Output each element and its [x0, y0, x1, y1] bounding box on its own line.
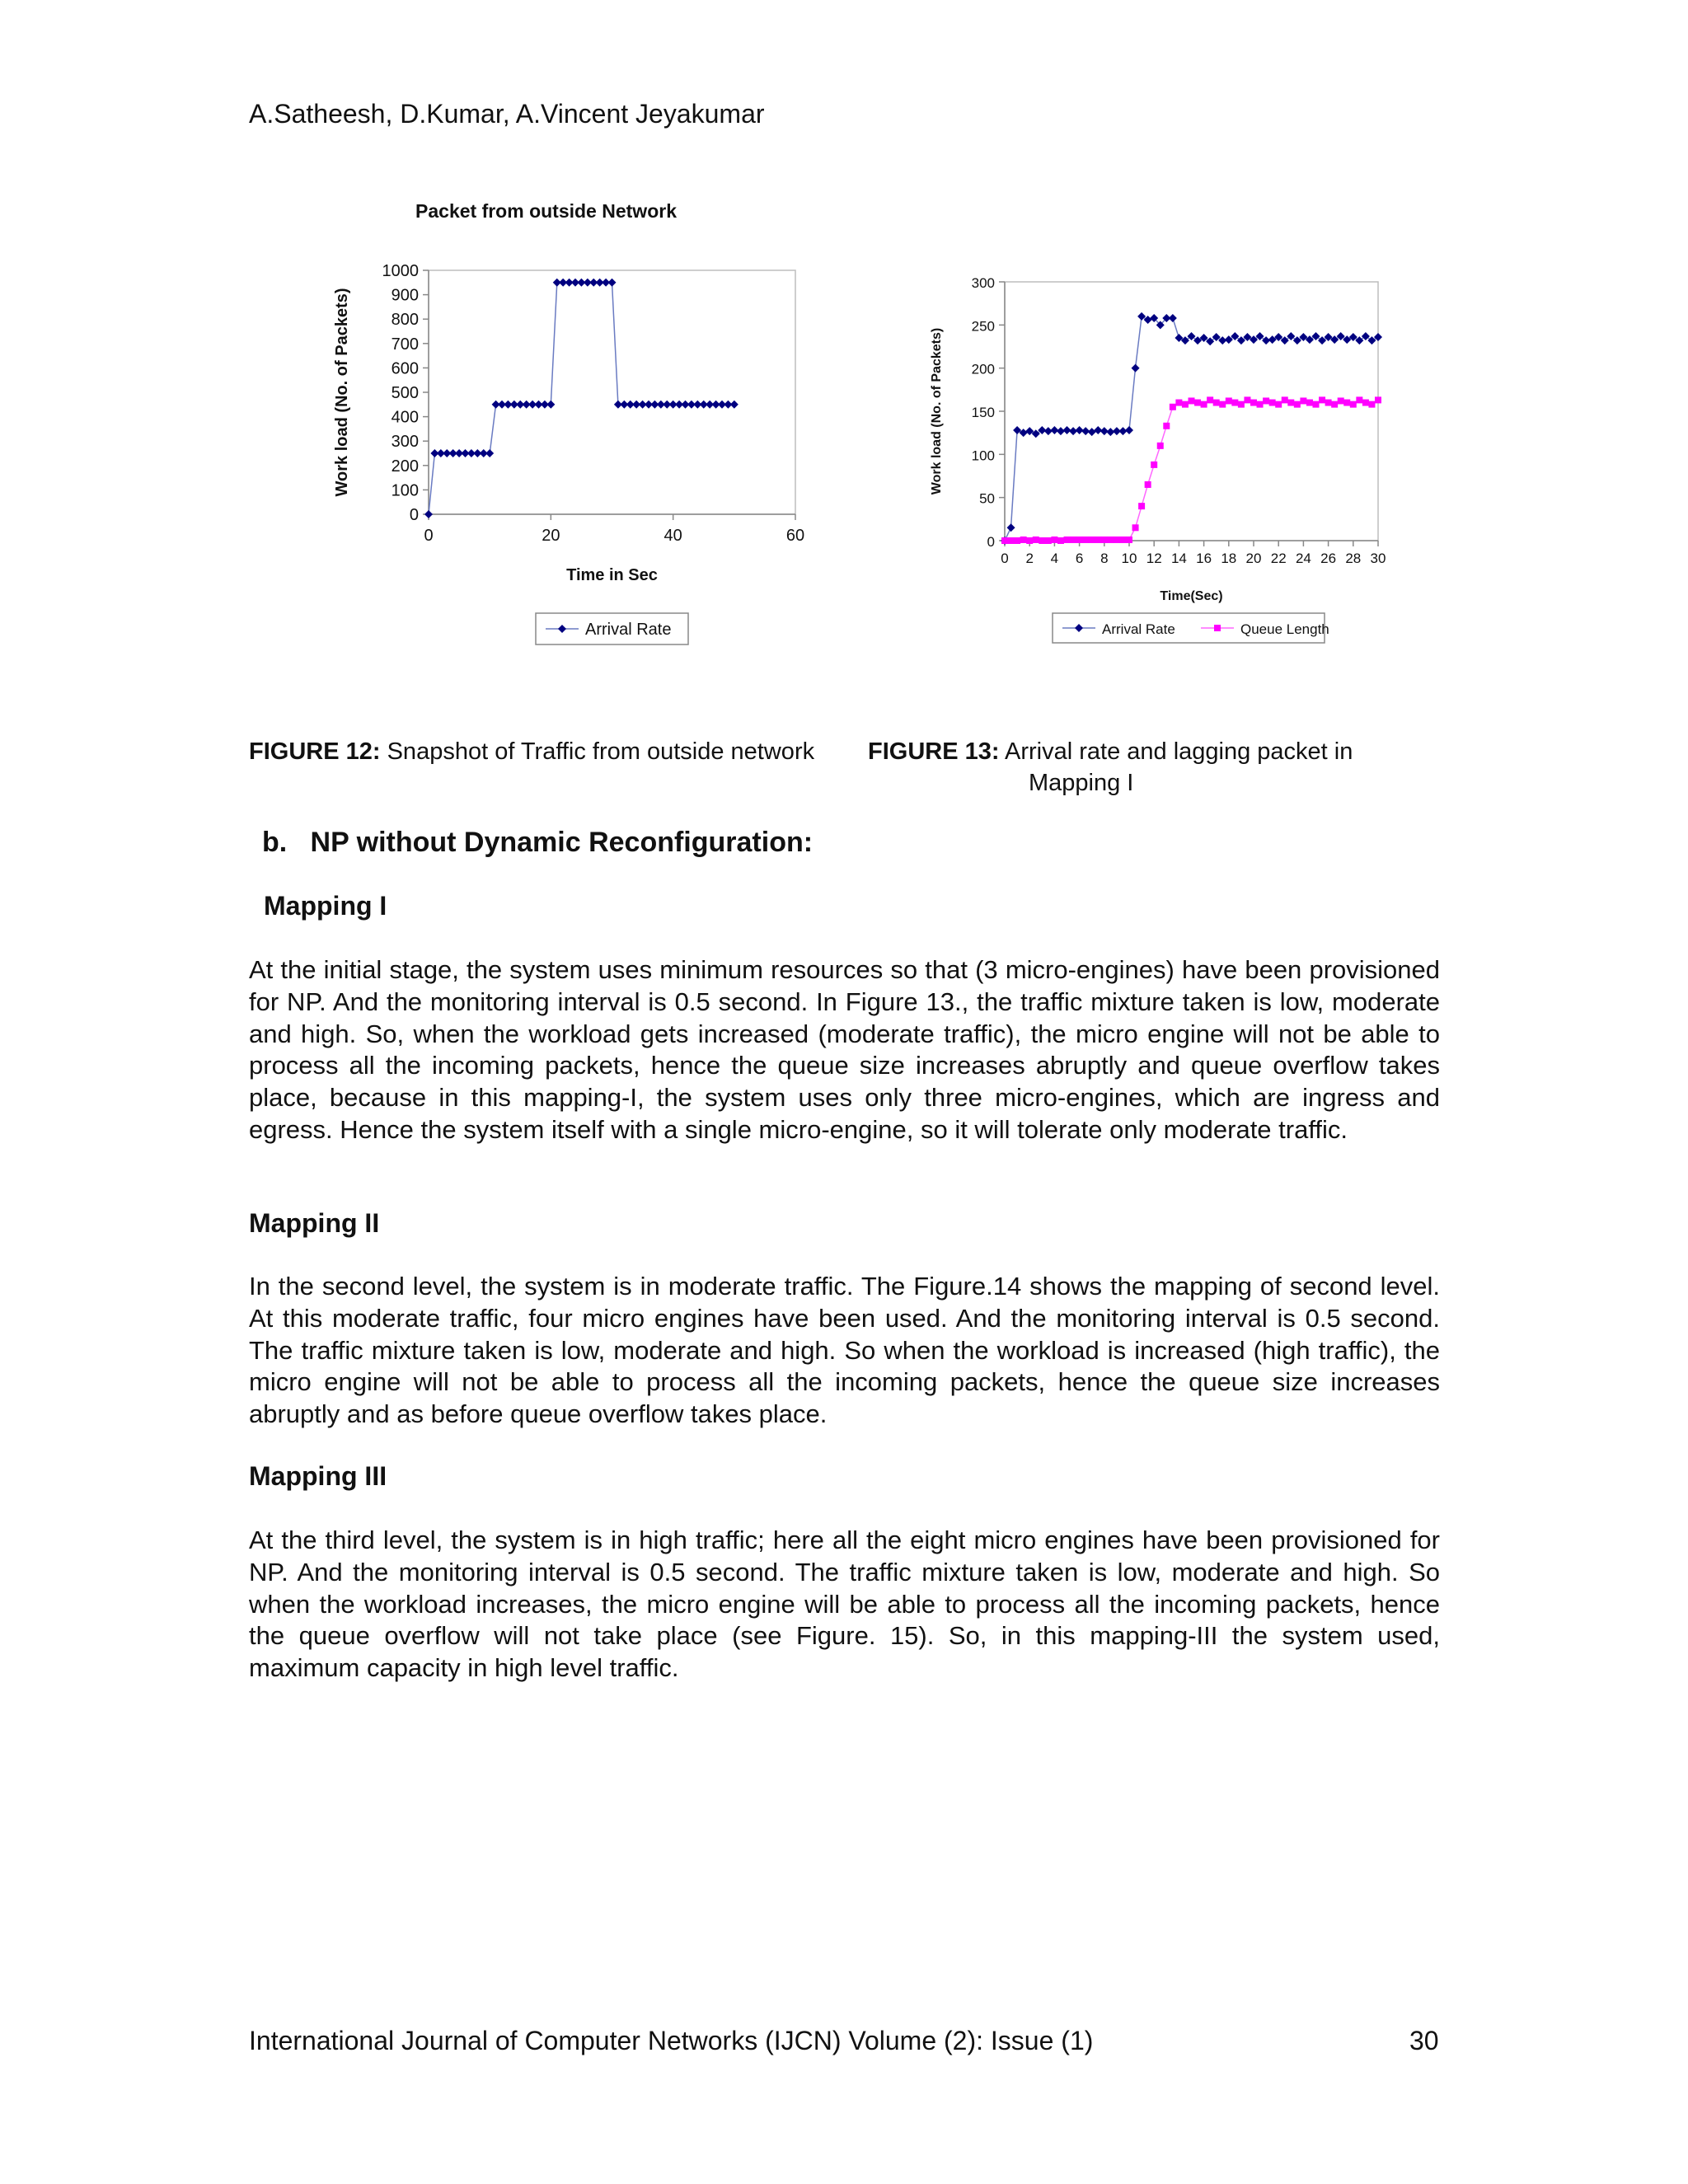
data-point-queue-length [1145, 481, 1151, 488]
y-tick-label: 400 [391, 408, 419, 427]
data-point-queue-length [1338, 397, 1344, 404]
data-point-queue-length [1095, 537, 1101, 543]
x-tick-label: 4 [1050, 551, 1059, 566]
y-tick-label: 0 [987, 534, 995, 550]
chart-title: Packet from outside Network [415, 200, 677, 222]
x-tick-label: 10 [1121, 551, 1137, 566]
x-tick-label: 16 [1196, 551, 1212, 566]
data-point-queue-length [1294, 401, 1301, 408]
y-tick-label: 700 [391, 335, 419, 354]
data-point-queue-length [1064, 537, 1071, 543]
data-point-arrival-rate [1050, 426, 1058, 434]
data-point-queue-length [1226, 397, 1232, 404]
x-tick-label: 22 [1270, 551, 1287, 566]
mapping-2-heading: Mapping II [249, 1208, 380, 1238]
figure-13-text: Arrival rate and lagging packet in [1005, 738, 1353, 765]
data-point-queue-length [1250, 400, 1257, 406]
data-point-arrival-rate [546, 401, 555, 409]
y-axis-label: Work load (No. of Packets) [333, 288, 351, 497]
figure-13-caption-line2: Mapping I [1029, 770, 1134, 796]
data-point-queue-length [1089, 537, 1095, 543]
y-tick-label: 200 [391, 457, 419, 476]
mapping-3-heading: Mapping III [249, 1461, 387, 1491]
data-point-queue-length [1001, 537, 1008, 544]
data-point-queue-length [1306, 400, 1313, 406]
data-point-queue-length [1313, 401, 1320, 408]
data-point-queue-length [1238, 401, 1245, 408]
data-point-arrival-rate [1094, 426, 1102, 434]
data-point-arrival-rate [1169, 314, 1177, 322]
data-point-arrival-rate [1069, 427, 1077, 435]
mapping-3-paragraph: At the third level, the system is in high traffic; here all the eight micro engines have been provisioned for NP. And the monitoring interval is 0.5 second. The traffic mixture taken is low, moderate and high. So when the workload increases, the micro engine will be able to process all the incoming packets, hence the queue overflow will not take place (see Figure. 15). So, in this mapping-III the system used, maximum capacity in high level traffic. [249, 1526, 1440, 1683]
series-line-arrival-rate [429, 283, 734, 514]
data-point-queue-length [1014, 537, 1020, 544]
y-tick-label: 500 [391, 384, 419, 402]
legend-marker-queue-length [1214, 625, 1221, 631]
data-point-arrival-rate [1081, 427, 1090, 435]
data-point-arrival-rate [1044, 427, 1053, 435]
data-point-queue-length [1026, 537, 1033, 544]
data-point-queue-length [1356, 396, 1362, 403]
y-tick-label: 300 [971, 275, 995, 291]
data-point-queue-length [1362, 400, 1369, 406]
data-point-queue-length [1033, 537, 1039, 543]
footer-page-number: 30 [1409, 2026, 1439, 2055]
data-point-arrival-rate [1100, 427, 1109, 435]
data-point-arrival-rate [485, 449, 494, 457]
data-point-arrival-rate [1076, 426, 1084, 434]
data-point-queue-length [1194, 400, 1201, 406]
data-point-arrival-rate [1088, 428, 1096, 436]
data-point-arrival-rate [1106, 428, 1114, 436]
data-point-queue-length [1057, 537, 1064, 544]
data-point-queue-length [1207, 396, 1213, 403]
data-point-arrival-rate [1262, 336, 1270, 344]
data-point-queue-length [1269, 400, 1276, 406]
data-point-arrival-rate [1362, 332, 1370, 340]
x-tick-label: 12 [1146, 551, 1162, 566]
data-point-arrival-rate [608, 279, 617, 287]
data-point-queue-length [1201, 401, 1207, 408]
data-point-queue-length [1213, 400, 1220, 406]
x-tick-label: 18 [1221, 551, 1237, 566]
data-point-queue-length [1343, 400, 1350, 406]
data-point-queue-length [1045, 537, 1052, 544]
x-tick-label: 14 [1170, 551, 1187, 566]
y-tick-label: 0 [409, 506, 419, 524]
data-point-queue-length [1275, 401, 1282, 408]
x-tick-label: 20 [542, 527, 560, 545]
data-point-queue-length [1368, 401, 1375, 408]
figure-13-label: FIGURE 13: [868, 738, 1000, 765]
y-tick-label: 200 [971, 361, 995, 377]
data-point-queue-length [1300, 397, 1306, 404]
figure-12-text: Snapshot of Traffic from outside network [387, 738, 815, 765]
data-point-arrival-rate [424, 510, 433, 518]
figure-12-label: FIGURE 12: [249, 738, 381, 765]
data-point-queue-length [1219, 401, 1226, 408]
legend-label-queue-length: Queue Length [1240, 621, 1329, 637]
data-point-queue-length [1051, 537, 1057, 543]
data-point-queue-length [1263, 397, 1269, 404]
x-tick-label: 2 [1025, 551, 1034, 566]
data-point-queue-length [1138, 503, 1145, 509]
x-tick-label: 6 [1075, 551, 1084, 566]
data-point-arrival-rate [1063, 426, 1071, 434]
data-point-queue-length [1039, 537, 1045, 544]
data-point-queue-length [1076, 537, 1083, 543]
x-tick-label: 20 [1245, 551, 1262, 566]
y-tick-label: 150 [971, 405, 995, 420]
data-point-queue-length [1375, 396, 1381, 403]
data-point-queue-length [1008, 537, 1015, 544]
x-tick-label: 0 [1001, 551, 1009, 566]
data-point-queue-length [1107, 537, 1114, 543]
data-point-queue-length [1331, 401, 1338, 408]
x-axis-label: Time(Sec) [1160, 589, 1223, 603]
series-line-queue-length [1005, 400, 1378, 541]
y-tick-label: 100 [971, 448, 995, 464]
y-tick-label: 100 [391, 481, 419, 500]
figure-13-caption [868, 736, 1353, 767]
data-point-arrival-rate [1132, 364, 1140, 373]
running-header: A.Satheesh, D.Kumar, A.Vincent Jeyakumar [249, 99, 765, 129]
plot-area [1005, 282, 1378, 541]
data-point-queue-length [1132, 524, 1139, 531]
data-point-arrival-rate [1007, 523, 1015, 532]
data-point-queue-length [1282, 396, 1288, 403]
data-point-arrival-rate [730, 401, 738, 409]
data-point-queue-length [1114, 537, 1120, 543]
data-point-queue-length [1082, 537, 1089, 543]
data-point-queue-length [1119, 537, 1126, 543]
figure-12-chart [326, 190, 853, 659]
mapping-1-paragraph: At the initial stage, the system uses minimum resources so that (3 micro-engines) have been provisioned for NP. And the monitoring interval is 0.5 second. In Figure 13., the traffic mixture taken is low, moderate and high. So, when the workload gets increased (moderate traffic), the micro engine will not be able to process all the incoming packets, hence the queue size increases abruptly and queue overflow takes place, because in this mapping-I, the system uses only three micro-engines, which are ingress and egress. Hence the system itself with a single micro-engine, so it will tolerate only moderate traffic. [249, 955, 1440, 1144]
data-point-arrival-rate [1125, 426, 1133, 434]
data-point-arrival-rate [1188, 332, 1196, 340]
data-point-queue-length [1126, 537, 1132, 543]
data-point-queue-length [1101, 537, 1108, 543]
data-point-queue-length [1182, 401, 1189, 408]
data-point-queue-length [1020, 537, 1027, 543]
y-tick-label: 800 [391, 311, 419, 330]
figure-13-chart [911, 264, 1405, 651]
x-tick-label: 28 [1345, 551, 1362, 566]
legend-label-arrival-rate: Arrival Rate [585, 621, 672, 639]
plot-area [429, 270, 795, 514]
data-point-queue-length [1325, 400, 1332, 406]
mapping-2-paragraph: In the second level, the system is in moderate traffic. The Figure.14 shows the mapping of second level. At this moderate traffic, four micro engines have been used. And the monitoring interval is 0.5 second. The traffic mixture taken is low, moderate and high. So when the workload is increased (high traffic), the micro engine will not be able to process all the incoming packets, hence the queue size increases abruptly and as before queue overflow takes place. [249, 1272, 1440, 1429]
data-point-queue-length [1157, 443, 1164, 449]
data-point-queue-length [1189, 397, 1195, 404]
y-tick-label: 250 [971, 318, 995, 335]
x-tick-label: 60 [785, 527, 805, 545]
x-tick-label: 0 [424, 527, 434, 545]
data-point-queue-length [1151, 462, 1157, 468]
mapping-1-heading: Mapping I [264, 891, 387, 921]
x-tick-label: 26 [1320, 551, 1337, 566]
legend-label-arrival-rate: Arrival Rate [1102, 621, 1175, 637]
figure-12-caption [249, 736, 814, 767]
y-tick-label: 300 [391, 433, 419, 452]
data-point-queue-length [1257, 401, 1264, 408]
data-point-queue-length [1170, 404, 1176, 410]
x-tick-label: 8 [1100, 551, 1109, 566]
data-point-arrival-rate [1057, 427, 1065, 435]
x-tick-label: 30 [1370, 551, 1386, 566]
x-axis-label: Time in Sec [566, 566, 658, 584]
data-point-queue-length [1244, 396, 1250, 403]
x-tick-label: 40 [663, 527, 682, 545]
data-point-queue-length [1319, 396, 1325, 403]
data-point-arrival-rate [1287, 332, 1295, 340]
data-point-arrival-rate [1118, 427, 1127, 435]
data-point-queue-length [1070, 537, 1076, 543]
data-point-queue-length [1231, 400, 1238, 406]
y-axis-label: Work load (No. of Packets) [930, 327, 944, 495]
section-heading: b. NP without Dynamic Reconfiguration: [262, 827, 814, 858]
data-point-queue-length [1350, 401, 1357, 408]
x-tick-label: 24 [1295, 551, 1311, 566]
data-point-queue-length [1175, 400, 1182, 406]
data-point-queue-length [1163, 423, 1170, 429]
data-point-queue-length [1287, 400, 1294, 406]
y-tick-label: 900 [391, 286, 419, 305]
y-tick-label: 50 [979, 490, 995, 507]
y-tick-label: 600 [391, 359, 419, 378]
y-tick-label: 1000 [382, 262, 419, 280]
footer-journal: International Journal of Computer Networks (IJCN) Volume (2): Issue (1) [249, 2026, 1094, 2055]
